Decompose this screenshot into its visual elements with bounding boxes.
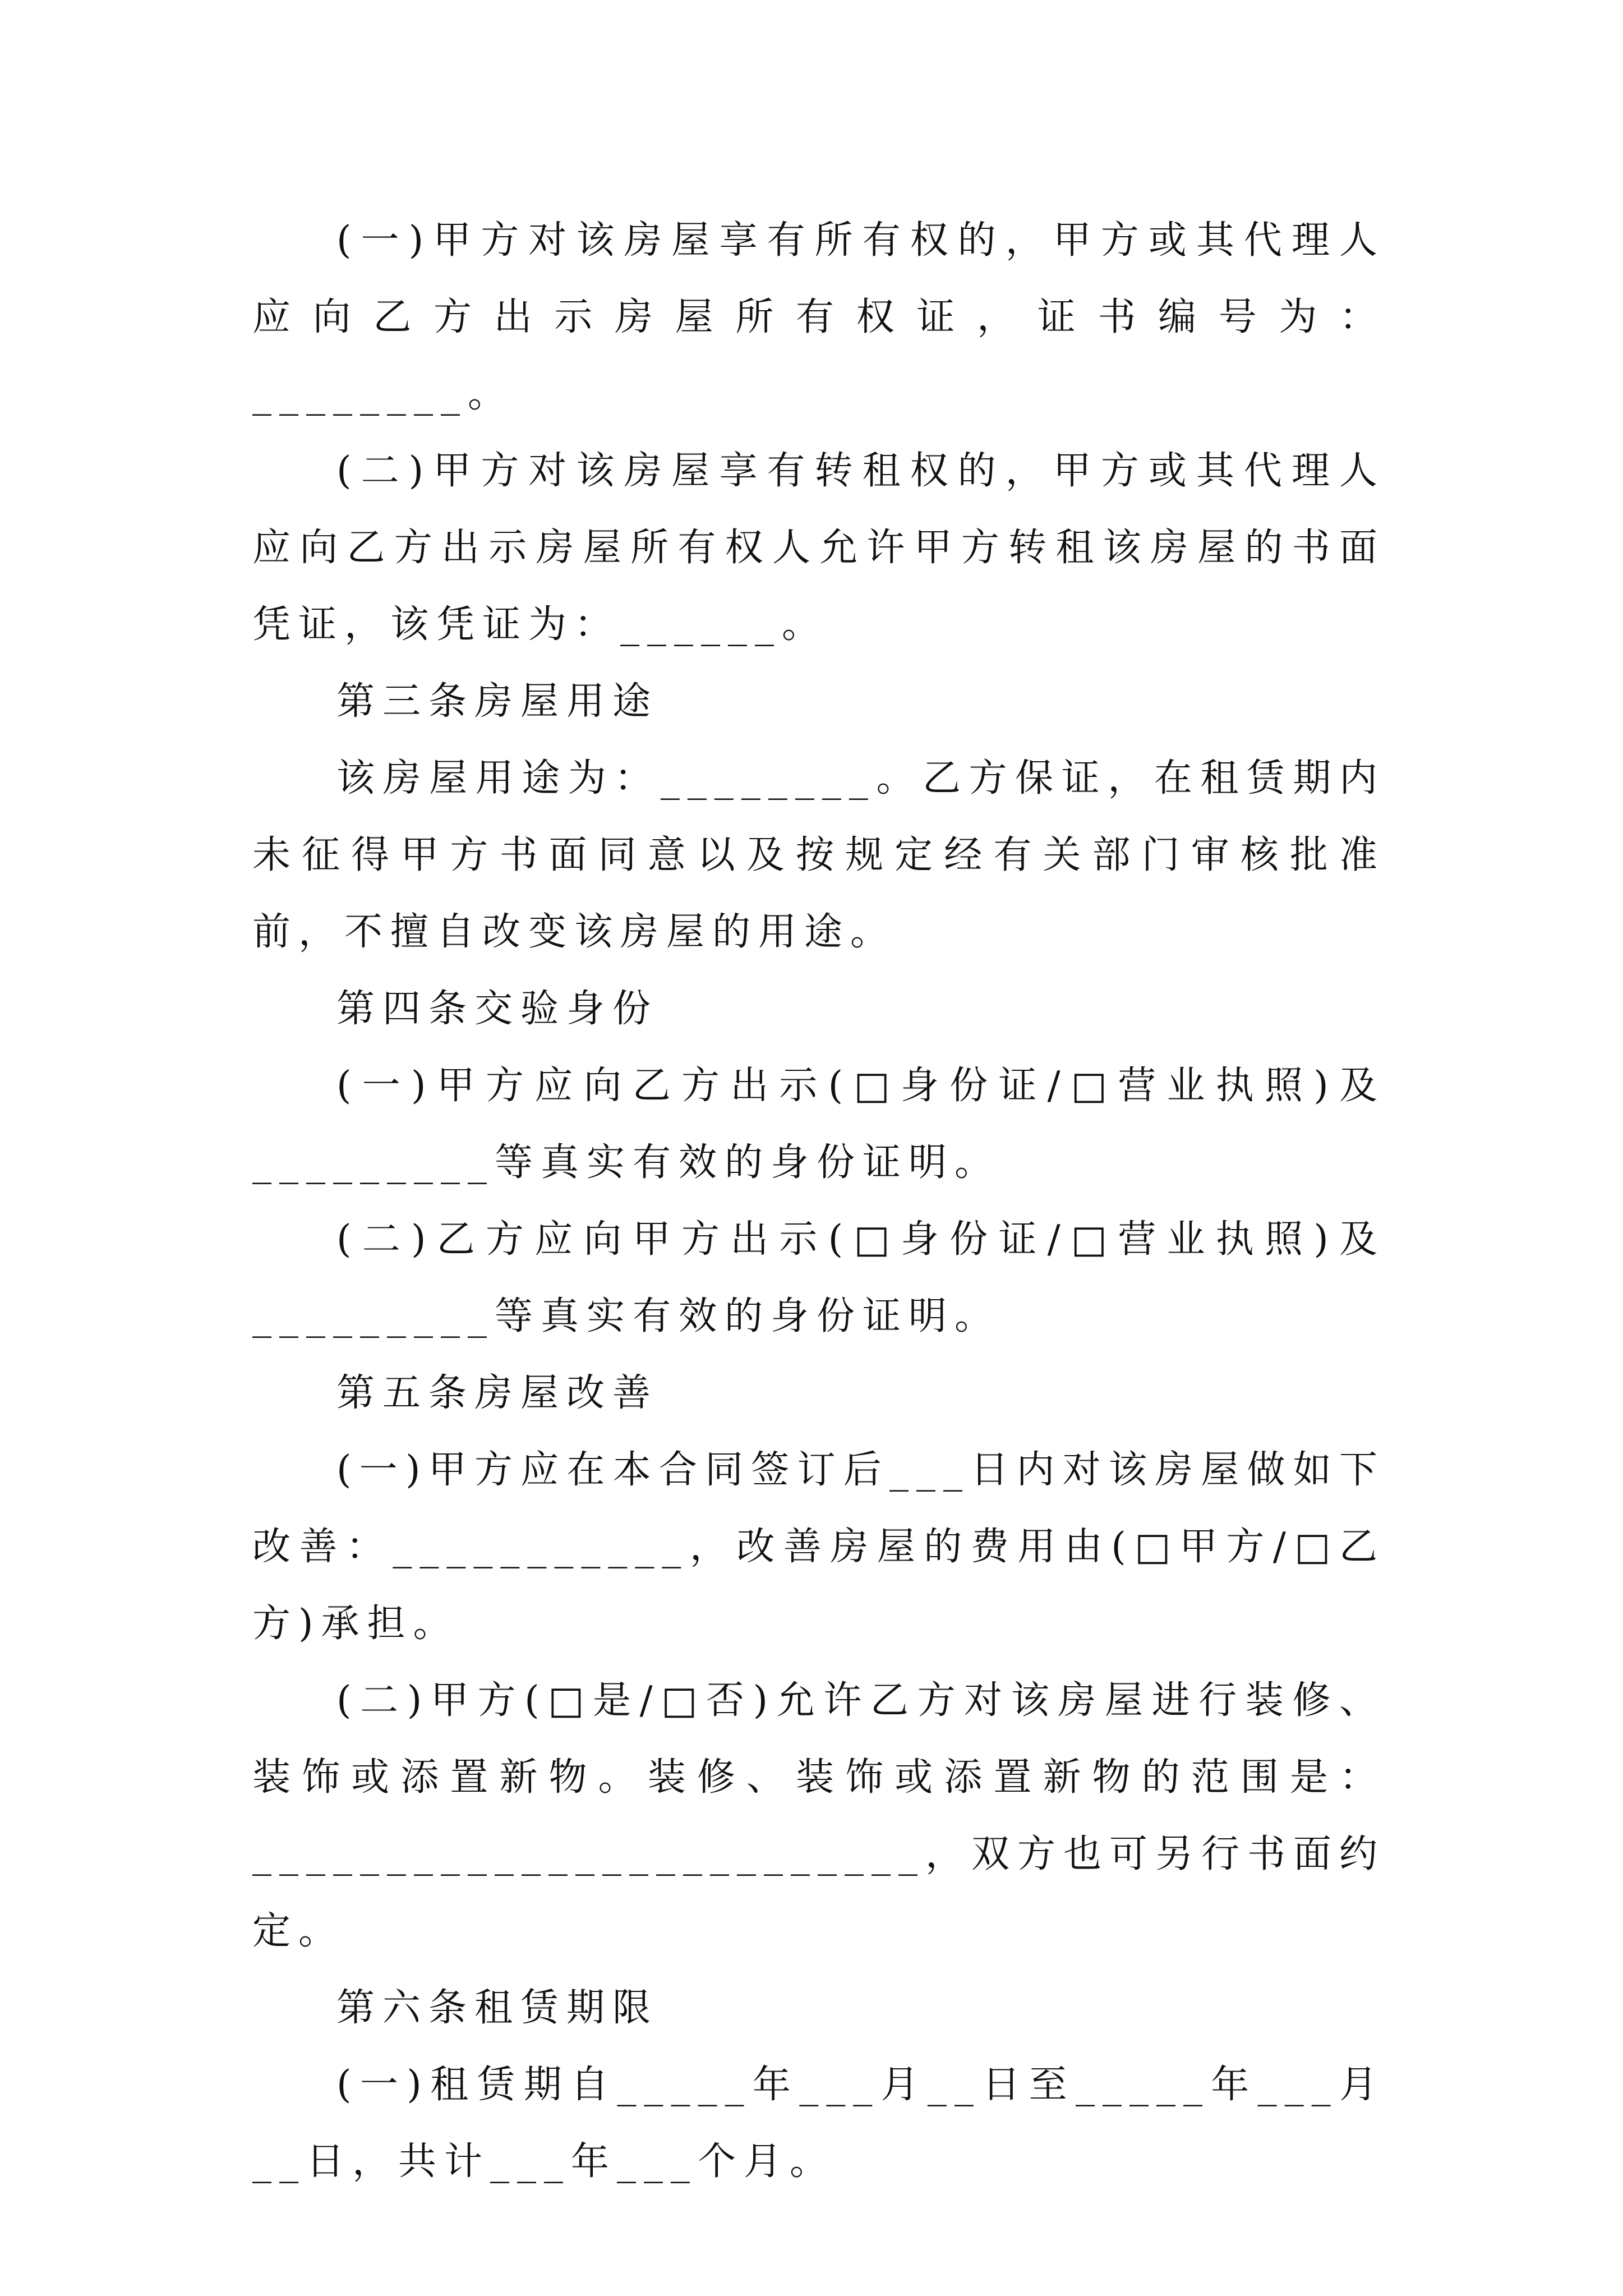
article-5-heading: 第五条房屋改善 bbox=[336, 1371, 659, 1415]
article-4-clause-2: (二)乙方应向甲方出示(□身份证/□营业执照)及_________等真实有效的身份证明。 bbox=[252, 1217, 1385, 1338]
article-5-clause-2: (二)甲方(□是/□否)允许乙方对该房屋进行装修、装饰或添置新物。装修、装饰或添置新物的范围是：_________________________，双方也可另行书面约定。 bbox=[252, 1678, 1386, 1953]
article-6-heading: 第六条租赁期限 bbox=[336, 1986, 659, 2030]
article-3-heading: 第三条房屋用途 bbox=[336, 679, 659, 724]
article-6-clause-1: (一)租赁期自_____年___月__日至_____年___月__日，共计___年___个月。 bbox=[252, 2063, 1385, 2184]
article-4-heading: 第四条交验身份 bbox=[336, 987, 659, 1031]
clause-ownership-certificate: (一)甲方对该房屋享有所有权的，甲方或其代理人应向乙方出示房屋所有权证，证书编号为：________。 bbox=[252, 218, 1385, 416]
clause-sublease-right: (二)甲方对该房屋享有转租权的，甲方或其代理人应向乙方出示房屋所有权人允许甲方转租该房屋的书面凭证，该凭证为：______。 bbox=[252, 449, 1385, 647]
document-body bbox=[252, 202, 1385, 2200]
article-5-clause-1: (一)甲方应在本合同签订后___日内对该房屋做如下改善：___________，改善房屋的费用由(□甲方/□乙方)承担。 bbox=[252, 1448, 1385, 1646]
article-3-body: 该房屋用途为：________。乙方保证，在租赁期内未征得甲方书面同意以及按规定经有关部门审核批准前，不擅自改变该房屋的用途。 bbox=[252, 756, 1385, 954]
article-4-clause-1: (一)甲方应向乙方出示(□身份证/□营业执照)及_________等真实有效的身份证明。 bbox=[252, 1064, 1385, 1185]
